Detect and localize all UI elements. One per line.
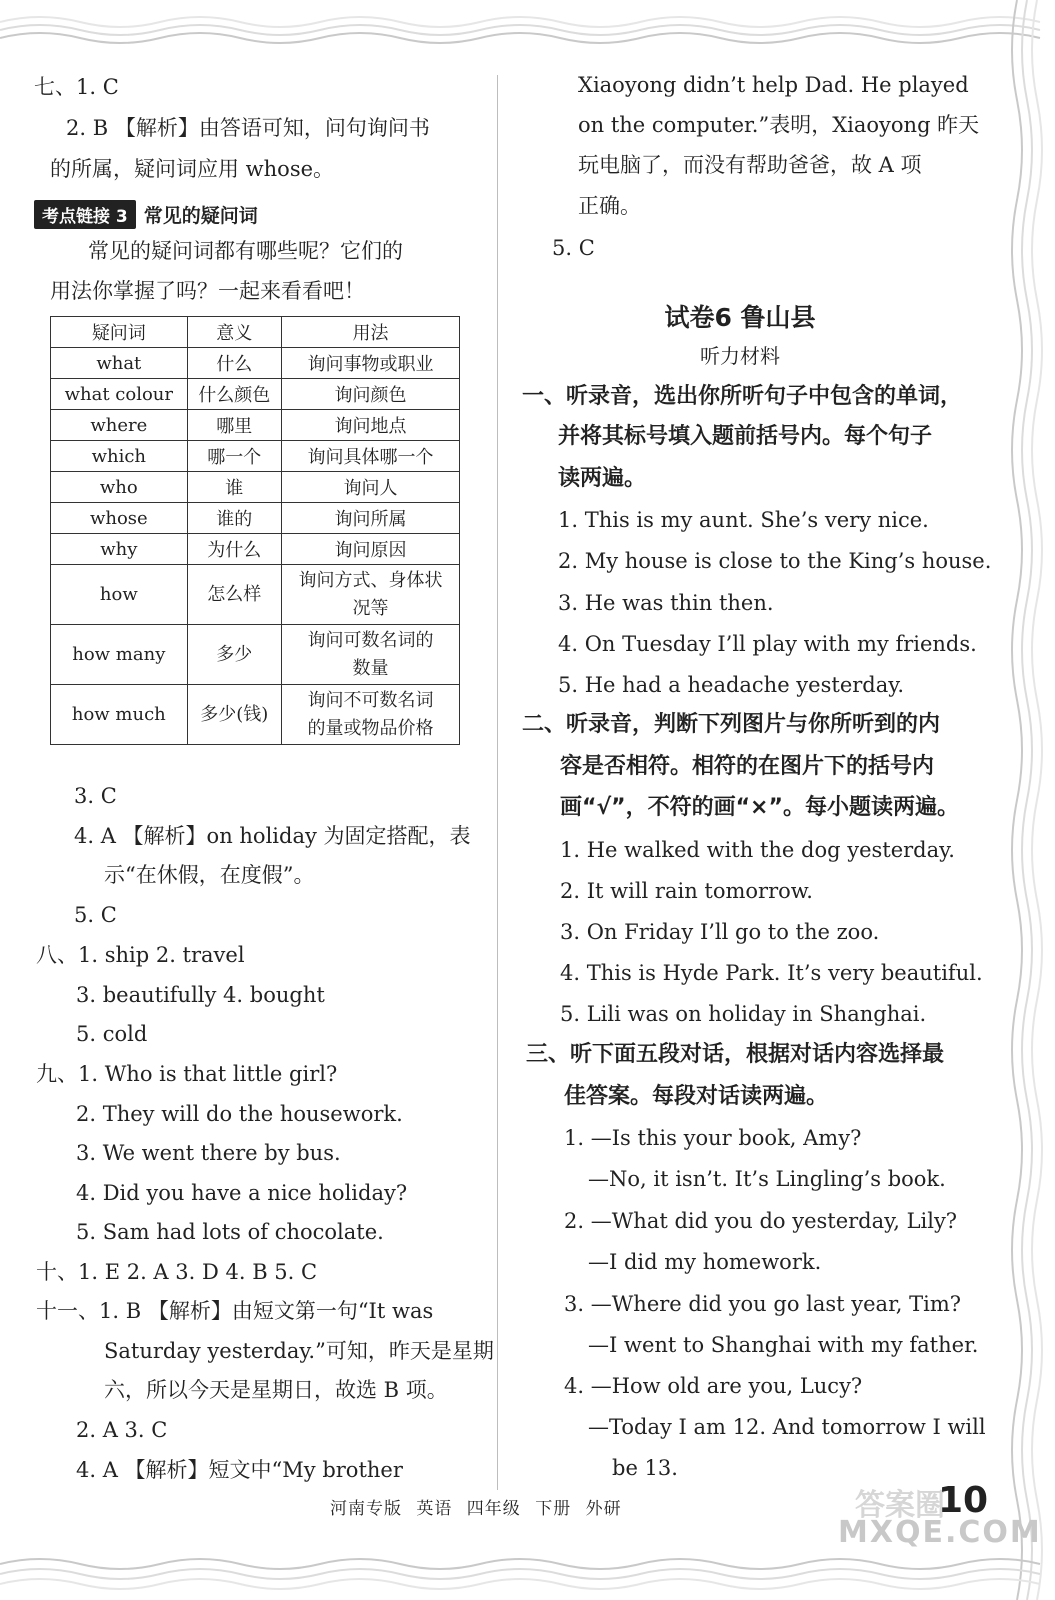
answer-line: 六，所以今天是星期日，故选 B 项。: [104, 1378, 448, 1402]
table-cell: 谁: [187, 472, 281, 503]
listening-line: 3. On Friday I’ll go to the zoo.: [560, 920, 880, 944]
knowledge-link-badge: [34, 200, 258, 228]
table-row: [51, 625, 460, 685]
answer-line: 玩电脑了，而没有帮助爸爸，故 A 项: [578, 153, 922, 177]
badge-label: 考点链接 3: [34, 200, 136, 229]
dialogue-line: be 13.: [612, 1456, 678, 1480]
answer-line: 4. Did you have a nice holiday?: [76, 1181, 408, 1205]
listening-line: 1. This is my aunt. She’s very nice.: [558, 508, 929, 532]
table-cell: 谁的: [187, 503, 281, 534]
table-header: 用法: [281, 317, 459, 348]
table-cell: 询问地点: [281, 410, 459, 441]
dialogue-line: —No, it isn’t. It’s Lingling’s book.: [588, 1167, 946, 1191]
listening-line: 2. It will rain tomorrow.: [560, 879, 813, 903]
section-heading: 容是否相符。相符的在图片下的括号内: [560, 754, 935, 779]
watermark-text: MXQE.COM: [838, 1515, 1042, 1550]
table-cell: 询问原因: [281, 534, 459, 565]
answer-line: 的所属，疑问词应用 whose。: [50, 157, 335, 181]
table-cell: what colour: [51, 379, 188, 410]
table-cell: what: [51, 348, 188, 379]
badge-title: 常见的疑问词: [143, 204, 258, 227]
table-cell: 怎么样: [187, 565, 281, 625]
page-edge-top-decoration: [0, 0, 1055, 60]
answer-line: 示“在休假，在度假”。: [104, 863, 315, 887]
listening-line: 3. He was thin then.: [558, 591, 774, 615]
table-row: [51, 685, 460, 745]
column-divider: [497, 75, 498, 1490]
answer-line: 5. C: [552, 236, 595, 260]
section-heading: 佳答案。每段对话读两遍。: [564, 1084, 829, 1109]
answer-line: on the computer.”表明，Xiaoyong 昨天: [578, 113, 980, 137]
table-cell: 询问所属: [281, 503, 459, 534]
listening-line: 4. This is Hyde Park. It’s very beautiful.: [560, 961, 983, 985]
table-cell: 多少(钱): [187, 685, 281, 745]
table-cell: how much: [51, 685, 188, 745]
answer-line: 5. Sam had lots of chocolate.: [76, 1220, 384, 1244]
answer-line: Saturday yesterday.”可知，昨天是星期: [104, 1339, 494, 1363]
section-heading: 并将其标号填入题前括号内。每个句子: [558, 424, 933, 449]
answer-line: Xiaoyong didn’t help Dad. He played: [578, 73, 969, 97]
listening-line: 4. On Tuesday I’ll play with my friends.: [558, 632, 977, 656]
listening-line: 5. He had a headache yesterday.: [558, 673, 904, 697]
cell-line: 况等: [352, 597, 389, 619]
dialogue-line: —Today I am 12. And tomorrow I will: [588, 1415, 986, 1439]
answer-line: 5. cold: [76, 1022, 148, 1046]
table-cell: [281, 685, 459, 745]
answer-line: 八、1. ship 2. travel: [36, 943, 245, 967]
table-row: [51, 534, 460, 565]
listening-line: 2. My house is close to the King’s house.: [558, 549, 992, 573]
cell-line: 询问方式、身体状: [298, 569, 443, 591]
answer-line: 七、1. C: [34, 75, 119, 99]
answer-line: 3. beautifully 4. bought: [76, 983, 325, 1007]
table-row: [51, 410, 460, 441]
cell-line: 的量或物品价格: [307, 717, 434, 739]
dialogue-line: 3. —Where did you go last year, Tim?: [564, 1292, 962, 1316]
dialogue-line: 2. —What did you do yesterday, Lily?: [564, 1209, 958, 1233]
cell-line: 数量: [352, 657, 389, 679]
question-words-table: [50, 316, 460, 745]
table-cell: how many: [51, 625, 188, 685]
table-cell: 询问事物或职业: [281, 348, 459, 379]
table-row: [51, 503, 460, 534]
answer-line: 3. We went there by bus.: [76, 1141, 341, 1165]
page-edge-right-decoration: [995, 0, 1055, 1600]
section-heading: 一、听录音，选出你所听句子中包含的单词，: [522, 384, 963, 409]
dialogue-line: 4. —How old are you, Lucy?: [564, 1374, 863, 1398]
answer-line: 2. A 3. C: [76, 1418, 168, 1442]
answer-line: 十一、1. B 【解析】由短文第一句“It was: [36, 1299, 434, 1323]
table-cell: 哪一个: [187, 441, 281, 472]
section-heading: 二、听录音，判断下列图片与你所听到的内: [522, 712, 941, 737]
table-cell: 什么颜色: [187, 379, 281, 410]
answer-line: 九、1. Who is that little girl?: [36, 1062, 338, 1086]
table-cell: [281, 625, 459, 685]
cell-line: 询问可数名词的: [307, 629, 434, 651]
table-cell: 哪里: [187, 410, 281, 441]
section-heading: 读两遍。: [558, 466, 647, 491]
test-6-title: 试卷6 鲁山县: [664, 303, 816, 332]
table-cell: how: [51, 565, 188, 625]
table-row: [51, 472, 460, 503]
watermark-logo: 答案圈: [855, 1488, 945, 1523]
listening-line: 5. Lili was on holiday in Shanghai.: [560, 1002, 927, 1026]
table-cell: who: [51, 472, 188, 503]
answer-line: 正确。: [578, 194, 641, 218]
answer-line: 2. B 【解析】由答语可知，问句询问书: [66, 116, 430, 140]
intro-line: 常见的疑问词都有哪些呢？它们的: [88, 239, 403, 263]
table-cell: 询问具体哪一个: [281, 441, 459, 472]
table-cell: 询问颜色: [281, 379, 459, 410]
intro-line: 用法你掌握了吗？一起来看看吧！: [50, 279, 365, 303]
dialogue-line: —I did my homework.: [588, 1250, 822, 1274]
table-row: [51, 348, 460, 379]
cell-line: 询问不可数名词: [307, 689, 434, 711]
table-cell: 为什么: [187, 534, 281, 565]
section-heading: 三、听下面五段对话，根据对话内容选择最: [526, 1042, 945, 1067]
table-cell: 多少: [187, 625, 281, 685]
table-cell: which: [51, 441, 188, 472]
answer-line: 4. A 【解析】on holiday 为固定搭配，表: [74, 824, 471, 848]
table-row: [51, 441, 460, 472]
table-cell: where: [51, 410, 188, 441]
answer-line: 3. C: [74, 784, 117, 808]
table-header: 疑问词: [51, 317, 188, 348]
table-row: [51, 379, 460, 410]
answer-line: 4. A 【解析】短文中“My brother: [76, 1458, 403, 1482]
table-cell: whose: [51, 503, 188, 534]
section-heading: 画“√”，不符的画“×”。每小题读两遍。: [560, 795, 959, 820]
page-number: 10: [938, 1480, 989, 1521]
dialogue-line: 1. —Is this your book, Amy?: [564, 1126, 862, 1150]
answer-line: 十、1. E 2. A 3. D 4. B 5. C: [36, 1260, 318, 1284]
answer-line: 2. They will do the housework.: [76, 1102, 403, 1126]
table-cell: 询问人: [281, 472, 459, 503]
table-cell: [281, 565, 459, 625]
table-cell: 什么: [187, 348, 281, 379]
table-cell: why: [51, 534, 188, 565]
table-row: [51, 565, 460, 625]
listening-line: 1. He walked with the dog yesterday.: [560, 838, 955, 862]
test-6-subtitle: 听力材料: [700, 344, 780, 368]
table-header: 意义: [187, 317, 281, 348]
page-footer: 河南专版 英语 四年级 下册 外研: [330, 1499, 622, 1519]
answer-line: 5. C: [74, 903, 117, 927]
dialogue-line: —I went to Shanghai with my father.: [588, 1333, 979, 1357]
